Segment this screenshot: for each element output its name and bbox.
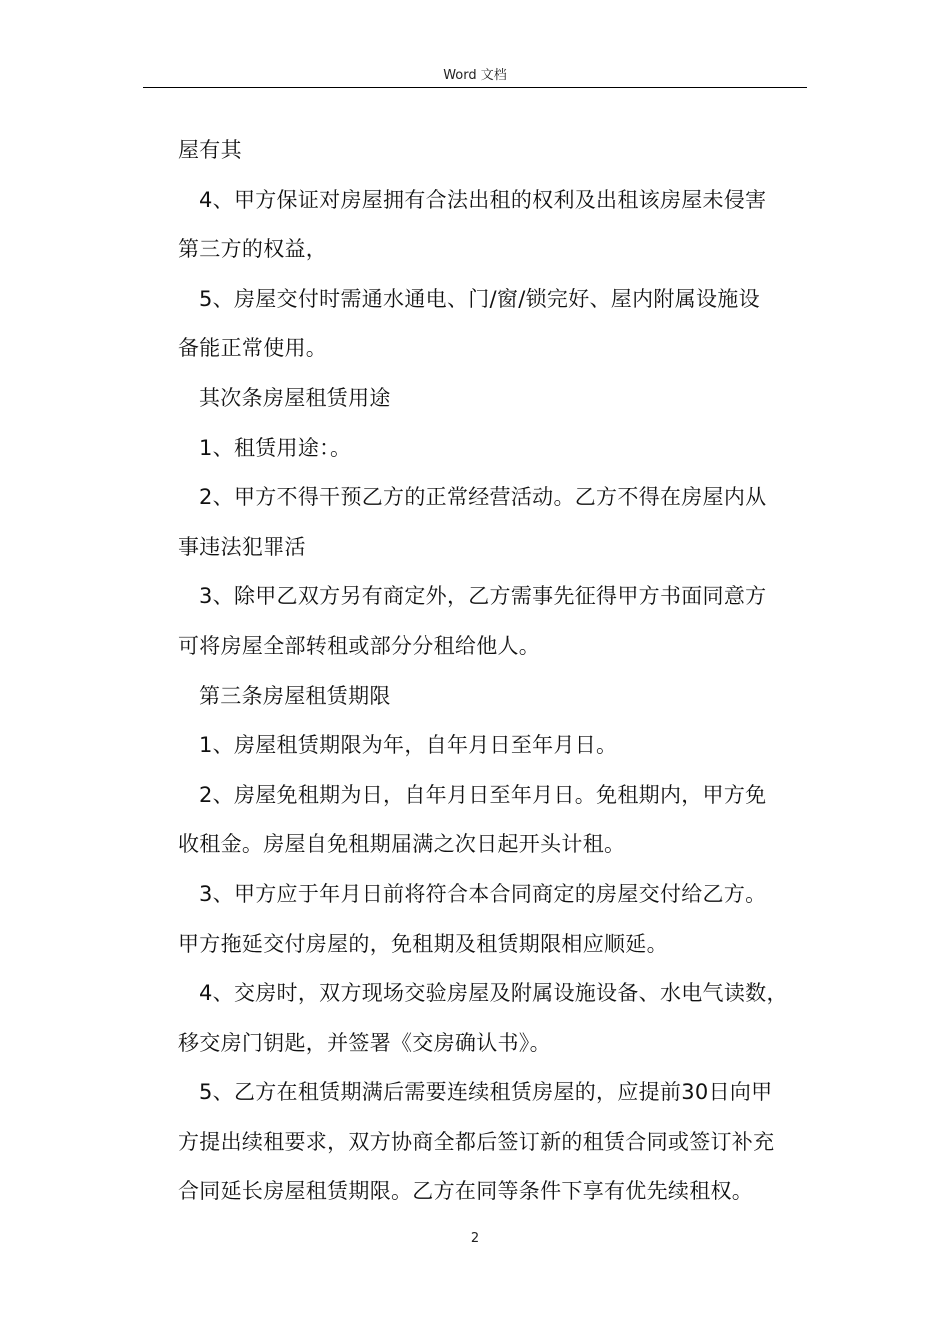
text-line: 可将房屋全部转租或部分分租给他人。 [178, 633, 541, 658]
header-divider [143, 87, 807, 88]
text-line: 2、甲方不得干预乙方的正常经营活动。乙方不得在房屋内从 [199, 485, 767, 510]
text-line: 事违法犯罪活 [178, 534, 306, 559]
text-line: 甲方拖延交付房屋的，免租期及租赁期限相应顺延。 [178, 931, 668, 956]
text-line: 备能正常使用。 [178, 336, 328, 361]
text-line: 移交房门钥匙，并签署《交房确认书》。 [178, 1030, 551, 1055]
header-title: Word 文档 [443, 68, 507, 83]
text-line: 合同延长房屋租赁期限。乙方在同等条件下享有优先续租权。 [178, 1179, 754, 1204]
text-line: 5、房屋交付时需通水通电、门/窗/锁完好、屋内附属设施设 [199, 286, 760, 311]
text-line: 1、房屋租赁期限为年，自年月日至年月日。 [199, 733, 618, 758]
page-number: 2 [470, 1231, 480, 1246]
document-body [178, 126, 808, 1217]
text-line: 2、房屋免租期为日，自年月日至年月日。免租期内，甲方免 [199, 782, 767, 807]
text-line: 3、除甲乙双方另有商定外，乙方需事先征得甲方书面同意方 [199, 584, 767, 609]
section-heading: 其次条房屋租赁用途 [199, 385, 391, 410]
text-line: 1、租赁用途：。 [199, 435, 352, 460]
text-line: 收租金。房屋自免租期届满之次日起开头计租。 [178, 832, 626, 857]
text-line: 3、甲方应于年月日前将符合本合同商定的房屋交付给乙方。 [199, 881, 767, 906]
text-line: 方提出续租要求，双方协商全都后签订新的租赁合同或签订补充 [178, 1129, 775, 1154]
text-line: 5、乙方在租赁期满后需要连续租赁房屋的，应提前30日向甲 [199, 1080, 773, 1105]
text-line: 4、交房时，双方现场交验房屋及附属设施设备、水电气读数， [199, 981, 788, 1006]
text-line: 屋有其 [178, 138, 242, 162]
text-line: 4、甲方保证对房屋拥有合法出租的权利及出租该房屋未侵害 [199, 187, 767, 212]
text-line: 第三方的权益， [178, 237, 328, 262]
section-heading: 第三条房屋租赁期限 [199, 683, 391, 708]
